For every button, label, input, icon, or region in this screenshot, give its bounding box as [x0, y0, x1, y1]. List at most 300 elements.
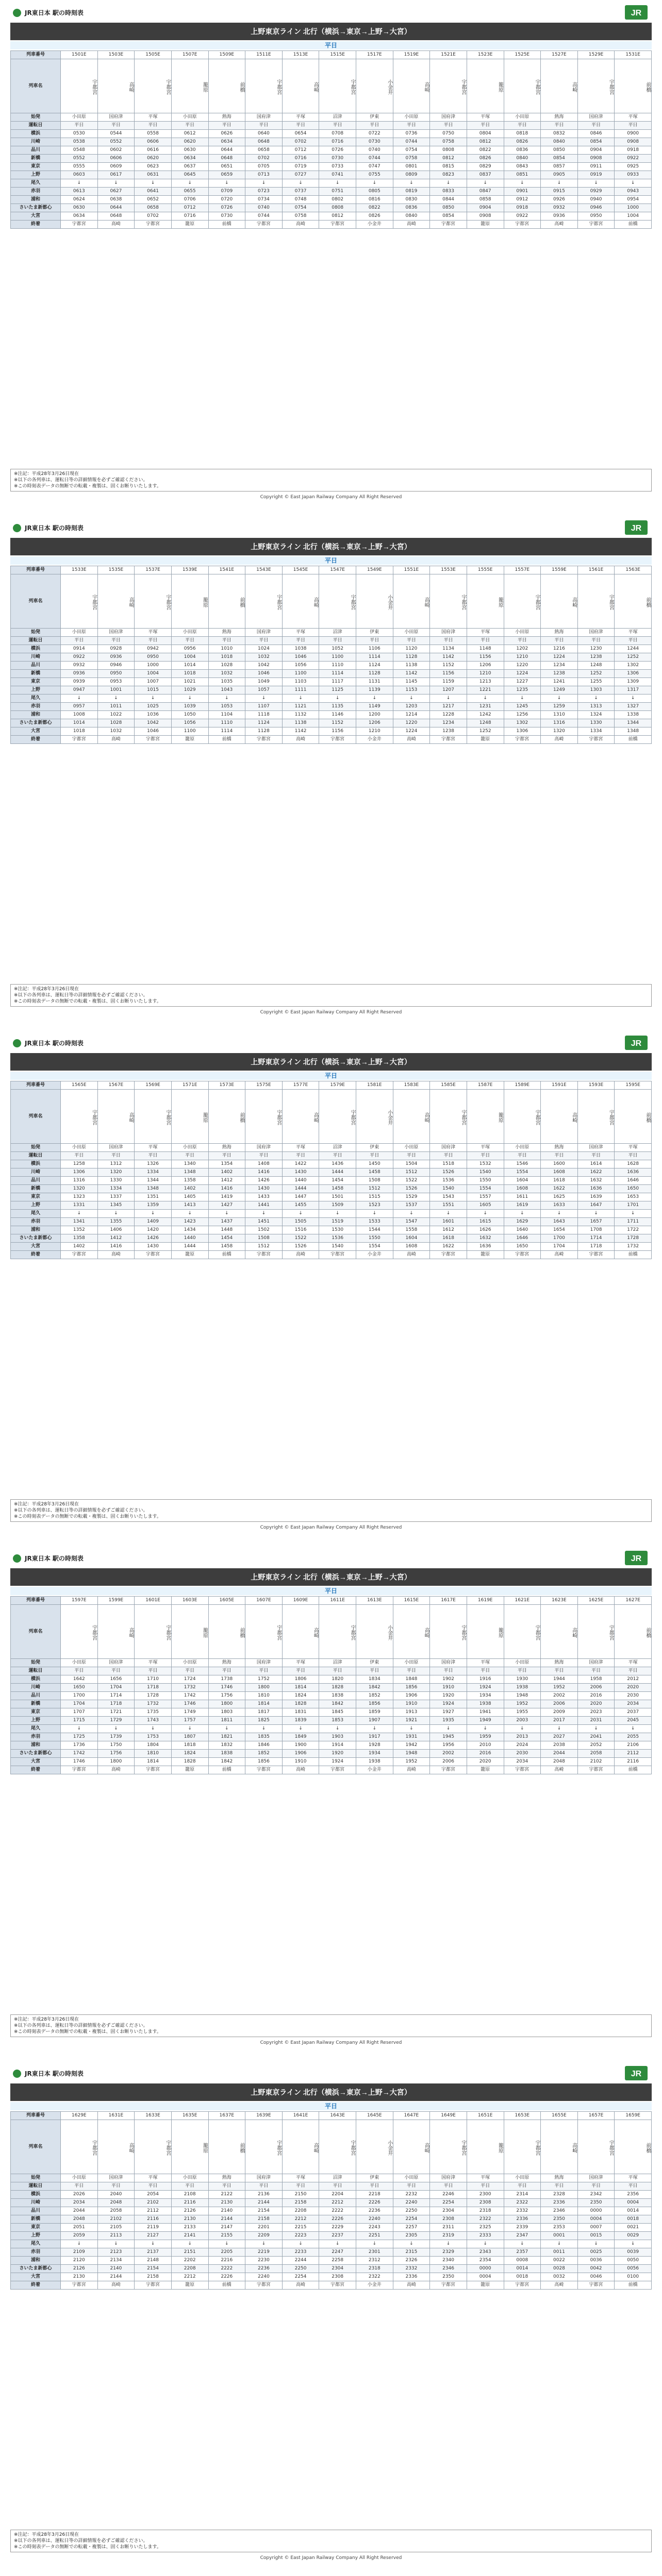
timetable-cell[interactable]: 小田原 [393, 113, 430, 122]
timetable-cell[interactable]: 1338 [615, 711, 652, 719]
timetable-cell[interactable]: 0851 [504, 171, 541, 179]
timetable-cell[interactable]: 宇都宮 [61, 736, 98, 744]
timetable-cell[interactable]: 1930 [504, 1675, 541, 1684]
timetable-cell[interactable]: 1156 [467, 653, 504, 662]
timetable-cell[interactable]: 1135 [319, 703, 356, 711]
timetable-cell[interactable]: ↓ [504, 2240, 541, 2248]
timetable-cell[interactable]: 1704 [61, 1700, 98, 1708]
timetable-cell[interactable]: 2158 [245, 2215, 283, 2224]
timetable-cell[interactable]: 0928 [97, 645, 135, 653]
timetable-cell[interactable]: 1700 [541, 1234, 578, 1243]
timetable-cell[interactable]: 高崎 [282, 1766, 319, 1774]
timetable-cell[interactable]: 宇都宮 [61, 1766, 98, 1774]
timetable-cell[interactable]: 0748 [282, 196, 319, 204]
timetable-cell[interactable]: 1640 [504, 1226, 541, 1234]
timetable-cell[interactable]: 平日 [541, 637, 578, 645]
timetable-cell[interactable]: 0740 [245, 204, 283, 212]
timetable-cell[interactable]: 2243 [356, 2224, 393, 2232]
timetable-cell[interactable]: 0046 [577, 2273, 615, 2281]
timetable-cell[interactable]: ↓ [356, 2240, 393, 2248]
timetable-cell[interactable]: 宇都宮 [135, 1766, 172, 1774]
timetable-cell[interactable]: 高崎 [541, 1090, 578, 1144]
timetable-cell[interactable]: 小金井 [356, 2120, 393, 2174]
timetable-cell[interactable]: 宇都宮 [430, 2120, 467, 2174]
timetable-cell[interactable]: 国府津 [97, 1144, 135, 1152]
timetable-cell[interactable]: 2254 [430, 2199, 467, 2207]
timetable-cell[interactable]: 1302 [615, 662, 652, 670]
timetable-cell[interactable]: 1611E [319, 1597, 356, 1605]
timetable-cell[interactable]: 1735 [135, 1708, 172, 1717]
timetable-cell[interactable]: 高崎 [97, 736, 135, 744]
timetable-cell[interactable]: 1032 [208, 670, 245, 678]
timetable-cell[interactable]: 0015 [577, 2232, 615, 2240]
timetable-cell[interactable]: 1345 [97, 1201, 135, 1210]
timetable-cell[interactable]: ↓ [577, 179, 615, 188]
timetable-cell[interactable]: 1359 [135, 1201, 172, 1210]
timetable-cell[interactable]: 2023 [577, 1708, 615, 1717]
timetable-cell[interactable]: 1100 [171, 727, 208, 736]
timetable-cell[interactable]: 小田原 [61, 2174, 98, 2182]
timetable-cell[interactable]: 宇都宮 [245, 1251, 283, 1259]
timetable-cell[interactable]: 平日 [504, 1152, 541, 1160]
timetable-cell[interactable]: 1655E [541, 2112, 578, 2120]
timetable-cell[interactable]: 1220 [393, 719, 430, 727]
timetable-cell[interactable]: 小田原 [504, 1144, 541, 1152]
timetable-cell[interactable]: 1148 [467, 645, 504, 653]
timetable-cell[interactable]: 1593E [577, 1081, 615, 1090]
timetable-cell[interactable]: 1508 [356, 1177, 393, 1185]
timetable-cell[interactable]: 2308 [430, 2215, 467, 2224]
timetable-cell[interactable]: 1312 [97, 1160, 135, 1168]
timetable-cell[interactable]: 1454 [208, 1234, 245, 1243]
timetable-cell[interactable]: ↓ [319, 179, 356, 188]
timetable-cell[interactable]: 宇都宮 [319, 221, 356, 229]
timetable-cell[interactable]: 1149 [356, 703, 393, 711]
timetable-cell[interactable]: 1444 [171, 1243, 208, 1251]
timetable-cell[interactable]: 1608 [504, 1185, 541, 1193]
timetable-cell[interactable]: 2250 [393, 2207, 430, 2215]
timetable-cell[interactable]: 平日 [208, 1152, 245, 1160]
timetable-cell[interactable]: 1633 [541, 1201, 578, 1210]
timetable-cell[interactable]: 0609 [97, 163, 135, 171]
timetable-cell[interactable]: 平塚 [282, 113, 319, 122]
timetable-cell[interactable]: 平日 [61, 1667, 98, 1675]
timetable-cell[interactable]: 宇都宮 [577, 1090, 615, 1144]
timetable-cell[interactable]: 宇都宮 [319, 1605, 356, 1659]
timetable-cell[interactable]: 0726 [319, 146, 356, 155]
timetable-cell[interactable]: 2226 [356, 2199, 393, 2207]
timetable-cell[interactable]: 平日 [245, 2182, 283, 2191]
timetable-cell[interactable]: 2332 [393, 2265, 430, 2273]
timetable-cell[interactable]: 高崎 [282, 1090, 319, 1144]
timetable-cell[interactable]: 1310 [541, 711, 578, 719]
timetable-cell[interactable]: ↓ [245, 1725, 283, 1733]
timetable-cell[interactable]: 伊東 [356, 1659, 393, 1667]
timetable-cell[interactable]: 平日 [135, 2182, 172, 2191]
timetable-cell[interactable]: 0613 [61, 188, 98, 196]
timetable-cell[interactable]: 0617 [97, 171, 135, 179]
timetable-cell[interactable]: 平日 [208, 1667, 245, 1675]
timetable-cell[interactable]: 2340 [430, 2257, 467, 2265]
timetable-cell[interactable]: 1014 [61, 719, 98, 727]
timetable-cell[interactable]: 2209 [245, 2232, 283, 2240]
timetable-cell[interactable]: 平塚 [467, 2174, 504, 2182]
timetable-cell[interactable]: 1412 [97, 1234, 135, 1243]
timetable-cell[interactable]: 2311 [430, 2224, 467, 2232]
timetable-cell[interactable]: 1518 [430, 1160, 467, 1168]
timetable-cell[interactable]: 1053 [208, 703, 245, 711]
timetable-cell[interactable]: 1207 [430, 686, 467, 694]
timetable-cell[interactable]: 1752 [245, 1675, 283, 1684]
timetable-cell[interactable]: 1540 [319, 1243, 356, 1251]
timetable-cell[interactable]: 1216 [541, 645, 578, 653]
timetable-cell[interactable]: ↓ [97, 179, 135, 188]
timetable-cell[interactable]: 1234 [541, 662, 578, 670]
timetable-cell[interactable]: ↓ [541, 179, 578, 188]
timetable-cell[interactable]: ↓ [208, 1210, 245, 1218]
timetable-cell[interactable]: 0552 [61, 155, 98, 163]
timetable-cell[interactable]: 宇都宮 [245, 1090, 283, 1144]
timetable-cell[interactable]: 1642 [61, 1675, 98, 1684]
timetable-cell[interactable]: 1650 [61, 1684, 98, 1692]
timetable-cell[interactable]: 1450 [356, 1160, 393, 1168]
timetable-cell[interactable]: 1530 [319, 1226, 356, 1234]
timetable-cell[interactable]: 2006 [577, 1684, 615, 1692]
timetable-cell[interactable]: 1849 [282, 1733, 319, 1741]
timetable-cell[interactable]: 0648 [245, 138, 283, 146]
timetable-cell[interactable]: 1563E [615, 566, 652, 574]
timetable-cell[interactable]: 1756 [208, 1692, 245, 1700]
timetable-cell[interactable]: 1628 [615, 1160, 652, 1168]
timetable-cell[interactable]: 1910 [282, 1758, 319, 1766]
timetable-cell[interactable]: 1732 [135, 1700, 172, 1708]
timetable-cell[interactable]: 2012 [615, 1675, 652, 1684]
timetable-cell[interactable]: 1724 [171, 1675, 208, 1684]
timetable-cell[interactable]: 国府津 [577, 2174, 615, 2182]
timetable-cell[interactable]: 1035 [208, 678, 245, 686]
timetable-cell[interactable]: ↓ [97, 2240, 135, 2248]
timetable-cell[interactable]: 2202 [171, 2257, 208, 2265]
timetable-cell[interactable]: 1559E [541, 566, 578, 574]
timetable-cell[interactable]: 1931 [393, 1733, 430, 1741]
timetable-cell[interactable]: 0638 [97, 196, 135, 204]
timetable-cell[interactable]: ↓ [61, 1725, 98, 1733]
timetable-cell[interactable]: 1258 [61, 1160, 98, 1168]
timetable-cell[interactable]: 平塚 [467, 629, 504, 637]
timetable-cell[interactable]: 1707 [61, 1708, 98, 1717]
timetable-cell[interactable]: 2112 [615, 1750, 652, 1758]
timetable-cell[interactable]: 1106 [356, 645, 393, 653]
timetable-cell[interactable]: 1018 [61, 727, 98, 736]
timetable-cell[interactable]: 平塚 [615, 1144, 652, 1152]
timetable-cell[interactable]: 平日 [97, 2182, 135, 2191]
timetable-cell[interactable]: 2148 [135, 2257, 172, 2265]
timetable-cell[interactable]: ↓ [135, 694, 172, 703]
timetable-cell[interactable]: 0922 [61, 653, 98, 662]
timetable-cell[interactable]: 0815 [430, 163, 467, 171]
timetable-cell[interactable]: 1235 [504, 686, 541, 694]
timetable-cell[interactable]: 宇都宮 [504, 736, 541, 744]
timetable-cell[interactable]: 0548 [61, 146, 98, 155]
timetable-cell[interactable]: 1618 [430, 1234, 467, 1243]
timetable-cell[interactable]: 1521E [430, 51, 467, 59]
timetable-cell[interactable]: 1125 [319, 686, 356, 694]
timetable-cell[interactable]: 宇都宮 [577, 1605, 615, 1659]
timetable-cell[interactable]: 籠原 [467, 574, 504, 629]
timetable-cell[interactable]: 2223 [282, 2232, 319, 2240]
timetable-cell[interactable]: 2116 [171, 2199, 208, 2207]
timetable-cell[interactable]: 2126 [171, 2207, 208, 2215]
timetable-cell[interactable]: 1437 [208, 1218, 245, 1226]
timetable-cell[interactable]: ↓ [467, 179, 504, 188]
timetable-cell[interactable]: 宇都宮 [135, 59, 172, 113]
timetable-cell[interactable]: 1244 [615, 645, 652, 653]
timetable-cell[interactable]: 小田原 [393, 1144, 430, 1152]
timetable-cell[interactable]: 2030 [615, 1692, 652, 1700]
timetable-cell[interactable]: 1323 [61, 1193, 98, 1201]
timetable-cell[interactable]: 1238 [577, 653, 615, 662]
timetable-cell[interactable]: 平日 [97, 637, 135, 645]
timetable-cell[interactable]: 1024 [245, 645, 283, 653]
timetable-cell[interactable]: 1810 [135, 1750, 172, 1758]
timetable-cell[interactable]: 宇都宮 [245, 59, 283, 113]
timetable-cell[interactable]: 0544 [97, 130, 135, 138]
timetable-cell[interactable]: 1544 [356, 1226, 393, 1234]
timetable-cell[interactable]: ↓ [615, 1210, 652, 1218]
timetable-cell[interactable]: ↓ [208, 694, 245, 703]
timetable-cell[interactable]: 0826 [504, 138, 541, 146]
timetable-cell[interactable]: 1581E [356, 1081, 393, 1090]
timetable-cell[interactable]: 2144 [208, 2215, 245, 2224]
timetable-cell[interactable]: 0702 [282, 138, 319, 146]
timetable-cell[interactable]: 宇都宮 [245, 574, 283, 629]
timetable-cell[interactable]: 0022 [541, 2257, 578, 2265]
timetable-cell[interactable]: 2154 [245, 2207, 283, 2215]
timetable-cell[interactable]: 平日 [577, 637, 615, 645]
timetable-cell[interactable]: 1326 [135, 1160, 172, 1168]
timetable-cell[interactable]: 2322 [504, 2199, 541, 2207]
timetable-cell[interactable]: 0819 [393, 188, 430, 196]
timetable-cell[interactable]: 1613E [356, 1597, 393, 1605]
timetable-cell[interactable]: 1846 [245, 1741, 283, 1750]
timetable-cell[interactable]: 1252 [615, 653, 652, 662]
timetable-cell[interactable]: 熱海 [208, 113, 245, 122]
timetable-cell[interactable]: 伊東 [356, 2174, 393, 2182]
timetable-cell[interactable]: 1117 [319, 678, 356, 686]
timetable-cell[interactable]: 0737 [282, 188, 319, 196]
timetable-cell[interactable]: 籠原 [171, 2120, 208, 2174]
timetable-cell[interactable]: 0021 [615, 2224, 652, 2232]
timetable-cell[interactable]: 宇都宮 [504, 2120, 541, 2174]
timetable-cell[interactable]: 2102 [577, 1758, 615, 1766]
timetable-cell[interactable]: 1320 [541, 727, 578, 736]
timetable-cell[interactable]: 平日 [615, 122, 652, 130]
timetable-cell[interactable]: 平日 [97, 1667, 135, 1675]
timetable-cell[interactable]: 0014 [615, 2207, 652, 2215]
timetable-cell[interactable]: ↓ [319, 1210, 356, 1218]
timetable-cell[interactable]: 1408 [245, 1160, 283, 1168]
timetable-cell[interactable]: 籠原 [171, 2281, 208, 2290]
timetable-cell[interactable]: 1513E [282, 51, 319, 59]
timetable-cell[interactable]: 1210 [356, 727, 393, 736]
timetable-cell[interactable]: 2336 [541, 2199, 578, 2207]
timetable-cell[interactable]: ↓ [282, 2240, 319, 2248]
timetable-cell[interactable]: 0712 [282, 146, 319, 155]
timetable-cell[interactable]: 宇都宮 [61, 574, 98, 629]
timetable-cell[interactable]: 1928 [356, 1741, 393, 1750]
timetable-cell[interactable]: 2332 [504, 2207, 541, 2215]
timetable-cell[interactable]: 1749 [171, 1708, 208, 1717]
timetable-cell[interactable]: 2208 [282, 2207, 319, 2215]
timetable-cell[interactable]: 2315 [393, 2248, 430, 2257]
timetable-cell[interactable]: 0925 [615, 163, 652, 171]
timetable-cell[interactable]: 籠原 [467, 1090, 504, 1144]
timetable-cell[interactable]: 1324 [577, 711, 615, 719]
timetable-cell[interactable]: 1543E [245, 566, 283, 574]
timetable-cell[interactable]: 高崎 [541, 1605, 578, 1659]
timetable-cell[interactable]: 平塚 [282, 2174, 319, 2182]
timetable-cell[interactable]: 1629E [61, 2112, 98, 2120]
timetable-cell[interactable]: 1938 [467, 1700, 504, 1708]
timetable-cell[interactable]: 1519E [393, 51, 430, 59]
timetable-cell[interactable]: 1824 [171, 1750, 208, 1758]
timetable-cell[interactable]: 前橋 [208, 1090, 245, 1144]
timetable-cell[interactable]: 平日 [577, 1667, 615, 1675]
timetable-cell[interactable]: 2134 [97, 2257, 135, 2265]
timetable-cell[interactable]: 1426 [135, 1234, 172, 1243]
timetable-cell[interactable]: 1405 [171, 1193, 208, 1201]
timetable-cell[interactable]: 2034 [61, 2199, 98, 2207]
timetable-cell[interactable]: 1903 [319, 1733, 356, 1741]
timetable-cell[interactable]: 1632 [577, 1177, 615, 1185]
timetable-cell[interactable]: 0730 [319, 155, 356, 163]
timetable-cell[interactable]: 1527E [541, 51, 578, 59]
timetable-cell[interactable]: 1536 [430, 1177, 467, 1185]
timetable-cell[interactable]: 高崎 [282, 736, 319, 744]
timetable-cell[interactable]: 1573E [208, 1081, 245, 1090]
timetable-cell[interactable]: 0702 [245, 155, 283, 163]
timetable-cell[interactable]: 0719 [282, 163, 319, 171]
timetable-cell[interactable]: 1583E [393, 1081, 430, 1090]
timetable-cell[interactable]: 0004 [467, 2273, 504, 2281]
timetable-cell[interactable]: 1145 [393, 678, 430, 686]
timetable-cell[interactable]: 1649E [430, 2112, 467, 2120]
timetable-cell[interactable]: 1845 [319, 1708, 356, 1717]
timetable-cell[interactable]: 2329 [430, 2248, 467, 2257]
timetable-cell[interactable]: 1501E [61, 51, 98, 59]
timetable-cell[interactable]: 宇都宮 [135, 574, 172, 629]
timetable-cell[interactable]: 1210 [504, 653, 541, 662]
timetable-cell[interactable]: 0900 [615, 130, 652, 138]
timetable-cell[interactable]: 高崎 [282, 2120, 319, 2174]
timetable-cell[interactable]: 1955 [504, 1708, 541, 1717]
timetable-cell[interactable]: 1659E [615, 2112, 652, 2120]
timetable-cell[interactable]: 0844 [430, 196, 467, 204]
timetable-cell[interactable]: 1924 [319, 1758, 356, 1766]
timetable-cell[interactable]: 1722 [615, 1226, 652, 1234]
timetable-cell[interactable]: 1416 [97, 1243, 135, 1251]
timetable-cell[interactable]: 1110 [319, 662, 356, 670]
timetable-cell[interactable]: 高崎 [97, 574, 135, 629]
timetable-cell[interactable]: 高崎 [541, 2281, 578, 2290]
timetable-cell[interactable]: 平日 [61, 637, 98, 645]
timetable-cell[interactable]: 1245 [504, 703, 541, 711]
timetable-cell[interactable]: 2212 [171, 2273, 208, 2281]
timetable-cell[interactable]: 1920 [319, 1750, 356, 1758]
timetable-cell[interactable]: 0100 [615, 2273, 652, 2281]
timetable-cell[interactable]: 平塚 [615, 629, 652, 637]
timetable-cell[interactable]: 0630 [61, 204, 98, 212]
timetable-cell[interactable]: 1657 [577, 1218, 615, 1226]
timetable-cell[interactable]: 沼津 [319, 2174, 356, 2182]
timetable-cell[interactable]: 籠原 [467, 1605, 504, 1659]
timetable-cell[interactable]: 高崎 [393, 1605, 430, 1659]
timetable-cell[interactable]: 0039 [615, 2248, 652, 2257]
timetable-cell[interactable]: 0812 [319, 212, 356, 221]
timetable-cell[interactable]: 0854 [541, 155, 578, 163]
timetable-cell[interactable]: 1419 [208, 1193, 245, 1201]
timetable-cell[interactable]: ↓ [245, 1210, 283, 1218]
timetable-cell[interactable]: 2133 [171, 2224, 208, 2232]
timetable-cell[interactable]: 1107 [245, 703, 283, 711]
timetable-cell[interactable]: 平日 [282, 1152, 319, 1160]
timetable-cell[interactable]: 籠原 [467, 1766, 504, 1774]
timetable-cell[interactable]: 沼津 [319, 1144, 356, 1152]
timetable-cell[interactable]: 沼津 [319, 1659, 356, 1667]
timetable-cell[interactable]: 0741 [319, 171, 356, 179]
timetable-cell[interactable]: 1334 [577, 727, 615, 736]
timetable-cell[interactable]: 2108 [171, 2191, 208, 2199]
timetable-cell[interactable]: 1852 [356, 1692, 393, 1700]
timetable-cell[interactable]: 平日 [577, 122, 615, 130]
timetable-cell[interactable]: 高崎 [97, 1251, 135, 1259]
timetable-cell[interactable]: ↓ [135, 2240, 172, 2248]
timetable-cell[interactable]: 1049 [245, 678, 283, 686]
timetable-cell[interactable]: 1402 [171, 1185, 208, 1193]
timetable-cell[interactable]: 前橋 [208, 736, 245, 744]
timetable-cell[interactable]: 0606 [97, 155, 135, 163]
timetable-cell[interactable]: 1571E [171, 1081, 208, 1090]
timetable-cell[interactable]: 1448 [208, 1226, 245, 1234]
timetable-cell[interactable]: 0854 [430, 212, 467, 221]
timetable-cell[interactable]: 0956 [171, 645, 208, 653]
timetable-cell[interactable]: 1832 [208, 1741, 245, 1750]
timetable-cell[interactable]: 0946 [97, 662, 135, 670]
timetable-cell[interactable]: 平日 [541, 2182, 578, 2191]
timetable-cell[interactable]: 宇都宮 [430, 1251, 467, 1259]
timetable-cell[interactable]: 1547 [393, 1218, 430, 1226]
timetable-cell[interactable]: ↓ [208, 1725, 245, 1733]
timetable-cell[interactable]: 1351 [135, 1193, 172, 1201]
timetable-cell[interactable]: 1057 [245, 686, 283, 694]
timetable-cell[interactable]: ↓ [504, 1210, 541, 1218]
timetable-cell[interactable]: 宇都宮 [245, 2120, 283, 2174]
timetable-cell[interactable]: 1743 [135, 1717, 172, 1725]
timetable-cell[interactable]: 2141 [171, 2232, 208, 2240]
timetable-cell[interactable]: 1114 [208, 727, 245, 736]
timetable-cell[interactable]: 1348 [171, 1168, 208, 1177]
timetable-cell[interactable]: 2204 [319, 2191, 356, 2199]
timetable-cell[interactable]: 1416 [245, 1168, 283, 1177]
timetable-cell[interactable]: 宇都宮 [245, 2281, 283, 2290]
timetable-cell[interactable]: 1959 [467, 1733, 504, 1741]
timetable-cell[interactable]: 1814 [282, 1684, 319, 1692]
timetable-cell[interactable]: 1540 [467, 1168, 504, 1177]
timetable-cell[interactable]: ↓ [577, 2240, 615, 2248]
timetable-cell[interactable]: 1426 [245, 1177, 283, 1185]
timetable-cell[interactable]: 1004 [171, 653, 208, 662]
timetable-cell[interactable]: 0932 [541, 204, 578, 212]
